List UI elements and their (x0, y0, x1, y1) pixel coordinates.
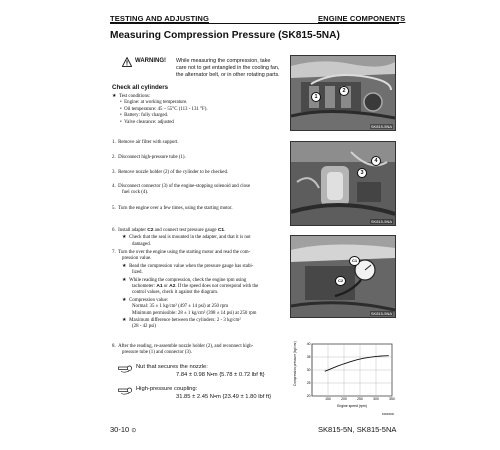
step-2 (112, 155, 186, 161)
warning-line: While measuring the compression, take (176, 58, 271, 64)
step-number: 2. (112, 155, 116, 160)
step-6 (112, 228, 292, 248)
note-text: . If the speed does not correspond with the (175, 284, 259, 290)
step-text: Disconnect high-pressure tube (1). (118, 155, 186, 160)
step-text: pression value. (122, 256, 152, 262)
step-number: 4. (112, 184, 116, 189)
step-text: Turn the engine over a few times, using the starting motor. (118, 206, 233, 211)
note-text: tachometer: (132, 284, 157, 290)
star-icon: ★ (122, 317, 127, 324)
x-tick-label: 350 (389, 397, 395, 402)
note-text: Compression value: (129, 297, 169, 303)
step-text: Remove air filter with support. (118, 140, 179, 145)
y-tick-label: 30 (306, 368, 311, 373)
callout-1: 1 (311, 92, 321, 102)
step-1 (112, 140, 179, 146)
note-text: Read the compression value when the pressure gauge has stabi- (129, 263, 254, 269)
x-tick-label: 200 (341, 397, 347, 402)
condition-item: Battery: fully charged. (124, 113, 169, 119)
callout-2: 2 (339, 86, 349, 96)
callout-4: 4 (371, 156, 381, 166)
note-text: Minimum permissible: 28 ± 1 kg/cm² (398 ± 14 psi) at 250 rpm (132, 310, 257, 316)
condition-item: Oil temperature: 45 – 55°C (113 - 131 °F). (124, 106, 208, 112)
tool-code: A2 (169, 284, 176, 290)
step-text: pressure tube (1) and connector (3). (122, 350, 192, 356)
y-tick-label: 35 (306, 355, 311, 360)
torque-wrench-icon (118, 386, 132, 395)
warning-line: the alternator belt, or in other rotating parts. (176, 72, 280, 78)
step-text: Disconnect connector (3) of the engine-stopping solenoid and close (118, 184, 251, 189)
engine-photo-2 (290, 141, 396, 226)
page-number (110, 425, 136, 434)
bullet-icon: • (120, 113, 122, 119)
x-tick-label: 250 (357, 397, 363, 402)
note-text: While reading the compression, check the engine rpm using (129, 277, 247, 283)
step-7 (112, 250, 297, 331)
warning-text (176, 58, 286, 79)
torque-value: 7.84 ± 0.98 N•m {5.78 ± 0.72 lbf ft} (176, 372, 265, 378)
engine-photo-3 (290, 235, 396, 318)
section-header-right: ENGINE COMPONENTS (318, 14, 406, 23)
page-mark-icon: ⊙ (131, 428, 137, 434)
figure-caption: SK815-5NA (370, 124, 392, 129)
star-icon: ★ (122, 234, 127, 241)
check-all-heading: Check all cylinders (112, 84, 169, 91)
y-tick-label: 25 (306, 381, 311, 386)
step-number: 1. (112, 140, 116, 145)
bullet-icon: • (120, 119, 122, 125)
conditions-title: Test conditions: (119, 94, 151, 99)
note-text: Check that the seal is mounted in the adapter, and that it is not (129, 235, 251, 241)
figure-caption: SK815-5NA (370, 219, 392, 224)
torque-label: Nut that secures the nozzle: (136, 364, 208, 370)
star-icon: ★ (112, 93, 117, 99)
callout-c2: C2 (335, 276, 346, 286)
note-text: (28 - 42 psi) (132, 324, 157, 330)
note-text: lized. (132, 270, 143, 276)
compression-chart (290, 338, 398, 418)
step-number: 5. (112, 206, 116, 211)
step-8 (112, 344, 297, 357)
section-header-left: TESTING AND ADJUSTING (110, 14, 209, 23)
warning-label: WARNING! (135, 58, 166, 64)
page-title: Measuring Compression Pressure (SK815-5NA) (110, 30, 340, 41)
step-text: Turn the over the engine using the starting motor and read the com- (118, 250, 251, 255)
star-icon: ★ (122, 296, 127, 303)
step-text: Install adapter (118, 228, 148, 233)
step-text: Remove nozzle holder (2) of the cylinder to be checked. (118, 170, 229, 175)
engine-illustration (291, 142, 395, 225)
torque-label: High-pressure coupling: (136, 386, 198, 392)
step-number: 6. (112, 228, 116, 233)
tool-code: A1 (156, 284, 163, 290)
figure-caption: SK815-5NA (370, 311, 392, 316)
star-icon: ★ (122, 276, 127, 283)
torque-value: 31.85 ± 2.45 N•m {23.49 ± 1.80 lbf ft} (176, 394, 272, 400)
callout-3: 3 (357, 168, 367, 178)
y-tick-label: 40 (306, 342, 311, 347)
step-text: and connect test pressure gauge (153, 228, 218, 233)
step-text: fuel cock (4). (122, 190, 149, 196)
note-text: or (162, 284, 170, 290)
bullet-icon: • (120, 106, 122, 112)
chart-corner-label: D0000000 (382, 413, 394, 416)
step-4 (112, 184, 250, 197)
step-text: . (224, 228, 226, 233)
page-number-text: 30-10 (110, 425, 130, 434)
x-tick-label: 150 (325, 397, 331, 402)
model-footer: SK815-5N, SK815-5NA (318, 425, 397, 434)
warning-line: care not to get entangled in the cooling fan, (176, 65, 280, 71)
x-tick-label: 300 (373, 397, 379, 402)
condition-item: Valve clearance: adjusted (124, 119, 174, 125)
callout-c1: C1 (349, 256, 360, 266)
y-tick-label: 20 (306, 394, 311, 399)
bullet-icon: • (120, 100, 122, 106)
step-number: 8. (112, 344, 116, 349)
step-5 (112, 206, 233, 212)
step-3 (112, 170, 228, 176)
step-number: 7. (112, 250, 116, 255)
tool-code: C1 (217, 228, 225, 233)
note-text: control values, check it against the diagram. (132, 290, 219, 296)
header-rule (110, 23, 399, 24)
x-axis-label: Engine speed (rpm) (337, 404, 367, 408)
step-text: After the reading, re-assemble nozzle holder (2), and reconnect high- (118, 344, 254, 349)
warning-triangle-icon (122, 57, 132, 67)
condition-item: Engine: at working temperature. (124, 100, 188, 106)
step-number: 3. (112, 170, 116, 175)
note-text: damaged. (132, 241, 151, 247)
star-icon: ★ (122, 262, 127, 269)
engine-photo-1 (290, 55, 396, 131)
test-conditions (112, 93, 292, 126)
y-axis-label: Compression pressure (kg/cm²) (293, 341, 297, 386)
note-text: Normal: 35 ± 1 kg/cm² (497 ± 14 psi) at 250 rpm (132, 304, 229, 310)
tool-code: C2 (147, 228, 154, 233)
note-text: Maximum difference between the cylinders: 2 - 3 kg/cm² (129, 318, 241, 324)
torque-wrench-icon (118, 364, 132, 373)
